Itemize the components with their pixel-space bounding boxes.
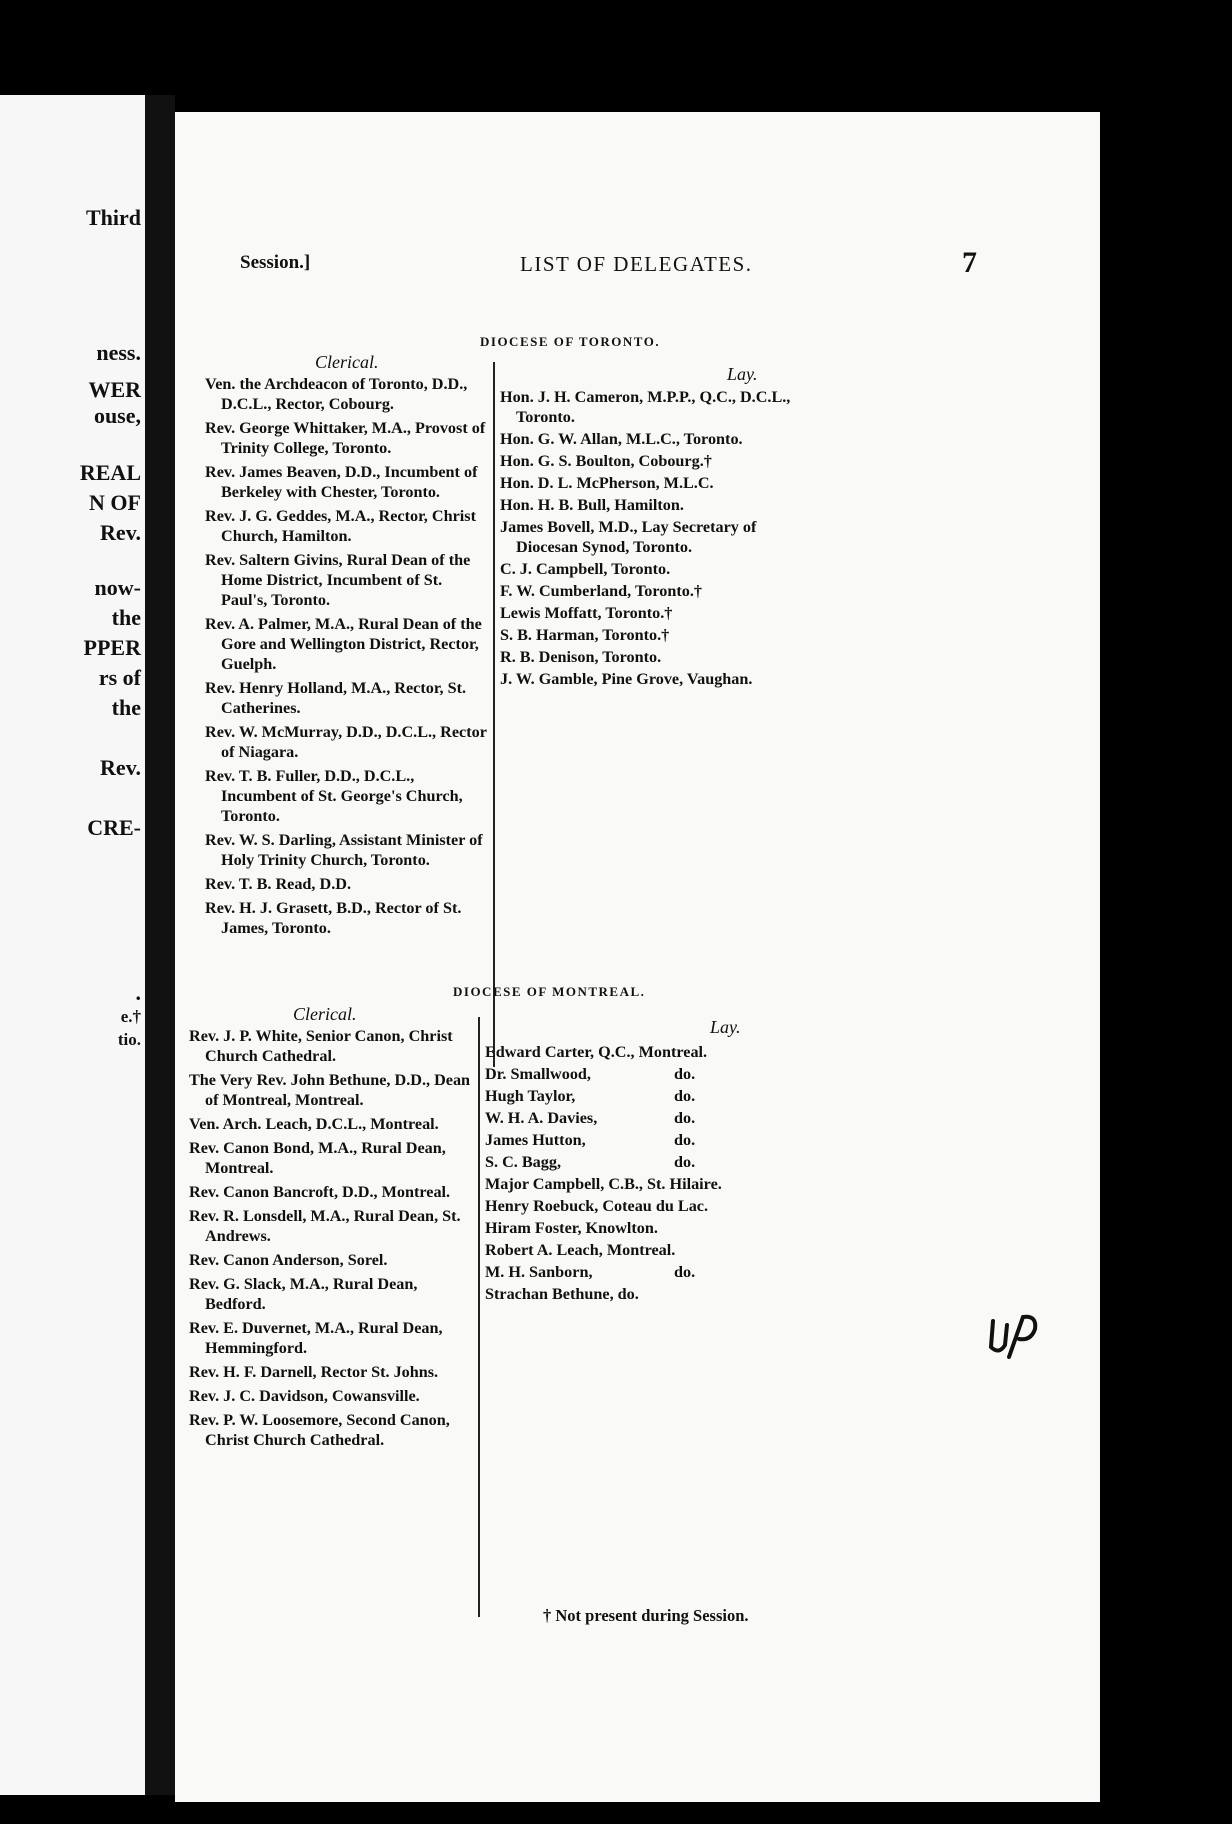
left-page-fragment: WER bbox=[88, 377, 141, 402]
list-item: Rev. P. W. Loosemore, Second Canon, Christ Church Cathedral. bbox=[189, 1411, 450, 1449]
toronto-clerical-heading: Clerical. bbox=[315, 352, 379, 372]
list-item: Rev. W. McMurray, D.D., D.C.L., Rector of Niagara. bbox=[205, 723, 487, 761]
list-item: Rev. Saltern Givins, Rural Dean of the Home District, Incumbent of St. Paul's, Toronto. bbox=[205, 551, 471, 609]
list-item: Hon. J. H. Cameron, M.P.P., Q.C., D.C.L., Toronto. bbox=[500, 388, 791, 426]
footnote: † Not present during Session. bbox=[543, 1606, 749, 1625]
list-item: Rev. R. Lonsdell, M.A., Rural Dean, St. Andrews. bbox=[189, 1207, 461, 1245]
diocese-montreal-heading: DIOCESE OF MONTREAL. bbox=[453, 984, 646, 999]
left-page-fragment: REAL bbox=[79, 460, 141, 485]
list-item: Hiram Foster, Knowlton. bbox=[485, 1219, 658, 1237]
list-item: Robert A. Leach, Montreal. bbox=[485, 1241, 676, 1259]
list-item: Henry Roebuck, Coteau du Lac. bbox=[485, 1197, 709, 1215]
running-head-left: Session.] bbox=[240, 252, 311, 273]
running-head-title: LIST OF DELEGATES. bbox=[520, 252, 753, 276]
running-head bbox=[240, 246, 1100, 292]
list-item: Hon. G. S. Boulton, Cobourg.† bbox=[500, 452, 712, 470]
list-item: Edward Carter, Q.C., Montreal. bbox=[485, 1043, 708, 1061]
book-gutter bbox=[145, 95, 175, 1795]
list-item: Rev. James Beaven, D.D., Incumbent of Berkeley with Chester, Toronto. bbox=[205, 463, 478, 501]
diocese-toronto-heading: DIOCESE OF TORONTO. bbox=[480, 334, 661, 349]
document-page bbox=[175, 112, 1100, 1802]
list-item: J. W. Gamble, Pine Grove, Vaughan. bbox=[500, 670, 753, 688]
left-page-fragment: ness. bbox=[96, 340, 141, 365]
left-page-fragment: tio. bbox=[117, 1030, 141, 1049]
list-item: Major Campbell, C.B., St. Hilaire. bbox=[485, 1175, 722, 1193]
left-page-fragment: e.† bbox=[120, 1007, 141, 1026]
list-item: Rev. J. P. White, Senior Canon, Christ Church Cathedral. bbox=[189, 1027, 453, 1065]
column-divider bbox=[478, 1017, 480, 1617]
list-item: W. H. A. Davies, do. bbox=[485, 1109, 696, 1127]
toronto-lay-list bbox=[500, 387, 800, 691]
list-item: Rev. H. J. Grasett, B.D., Rector of St. James, Toronto. bbox=[205, 899, 462, 937]
list-item: Dr. Smallwood, do. bbox=[485, 1065, 696, 1083]
list-item: Rev. T. B. Fuller, D.D., D.C.L., Incumbent of St. George's Church, Toronto. bbox=[205, 767, 463, 825]
list-item: Lewis Moffatt, Toronto.† bbox=[500, 604, 673, 622]
toronto-lay-heading: Lay. bbox=[727, 364, 758, 384]
list-item: James Hutton, do. bbox=[485, 1131, 696, 1149]
page-number: 7 bbox=[962, 246, 977, 279]
list-item: Rev. Henry Holland, M.A., Rector, St. Catherines. bbox=[205, 679, 467, 717]
left-page-fragment: now- bbox=[94, 575, 141, 600]
list-item: Rev. W. S. Darling, Assistant Minister of Holy Trinity Church, Toronto. bbox=[205, 831, 483, 869]
list-item: Rev. George Whittaker, M.A., Provost of Trinity College, Toronto. bbox=[205, 419, 486, 457]
list-item: Ven. Arch. Leach, D.C.L., Montreal. bbox=[189, 1115, 439, 1133]
montreal-lay-list bbox=[485, 1042, 805, 1306]
toronto-clerical-list bbox=[205, 374, 487, 942]
list-item: The Very Rev. John Bethune, D.D., Dean of Montreal, Montreal. bbox=[189, 1071, 471, 1109]
list-item: Rev. G. Slack, M.A., Rural Dean, Bedford. bbox=[189, 1275, 418, 1313]
column-divider bbox=[493, 362, 495, 1067]
list-item: Hon. H. B. Bull, Hamilton. bbox=[500, 496, 684, 514]
left-page-fragment: . bbox=[135, 980, 141, 1005]
list-item: Rev. Canon Bancroft, D.D., Montreal. bbox=[189, 1183, 451, 1201]
list-item: C. J. Campbell, Toronto. bbox=[500, 560, 671, 578]
left-page-fragment: Rev. bbox=[100, 520, 141, 545]
montreal-lay-heading: Lay. bbox=[710, 1017, 741, 1037]
left-facing-page bbox=[0, 95, 145, 1795]
list-item: Rev. J. C. Davidson, Cowansville. bbox=[189, 1387, 420, 1405]
list-item: Hugh Taylor, do. bbox=[485, 1087, 696, 1105]
list-item: Rev. Canon Bond, M.A., Rural Dean, Montreal. bbox=[189, 1139, 446, 1177]
montreal-clerical-list bbox=[189, 1026, 479, 1454]
list-item: R. B. Denison, Toronto. bbox=[500, 648, 662, 666]
left-page-fragment: Rev. bbox=[100, 755, 141, 780]
list-item: F. W. Cumberland, Toronto.† bbox=[500, 582, 702, 600]
left-page-fragment: rs of bbox=[98, 665, 141, 690]
list-item: S. B. Harman, Toronto.† bbox=[500, 626, 670, 644]
list-item: Rev. T. B. Read, D.D. bbox=[205, 875, 351, 893]
list-item: Rev. E. Duvernet, M.A., Rural Dean, Hemmingford. bbox=[189, 1319, 443, 1357]
list-item: Ven. the Archdeacon of Toronto, D.D., D.C.L., Rector, Cobourg. bbox=[205, 375, 468, 413]
list-item: Strachan Bethune, do. bbox=[485, 1285, 639, 1303]
left-page-fragment: N OF bbox=[89, 490, 141, 515]
left-page-fragment: the bbox=[111, 695, 141, 720]
list-item: Rev. Canon Anderson, Sorel. bbox=[189, 1251, 388, 1269]
list-item: Rev. J. G. Geddes, M.A., Rector, Christ Church, Hamilton. bbox=[205, 507, 476, 545]
montreal-clerical-heading: Clerical. bbox=[293, 1004, 357, 1024]
left-page-fragment: PPER bbox=[83, 635, 141, 660]
left-page-fragment: CRE- bbox=[87, 815, 141, 840]
list-item: S. C. Bagg, do. bbox=[485, 1153, 696, 1171]
list-item: Hon. G. W. Allan, M.L.C., Toronto. bbox=[500, 430, 743, 448]
handwritten-margin-mark bbox=[985, 1307, 1045, 1367]
list-item: Hon. D. L. McPherson, M.L.C. bbox=[500, 474, 714, 492]
list-item: M. H. Sanborn, do. bbox=[485, 1263, 696, 1281]
left-page-fragment: ouse, bbox=[93, 403, 141, 428]
left-page-fragment: Third bbox=[85, 205, 141, 230]
list-item: Rev. H. F. Darnell, Rector St. Johns. bbox=[189, 1363, 439, 1381]
list-item: Rev. A. Palmer, M.A., Rural Dean of the Gore and Wellington District, Rector, Guelph. bbox=[205, 615, 482, 673]
left-page-fragment: the bbox=[111, 605, 141, 630]
list-item: James Bovell, M.D., Lay Secretary of Diocesan Synod, Toronto. bbox=[500, 518, 757, 556]
